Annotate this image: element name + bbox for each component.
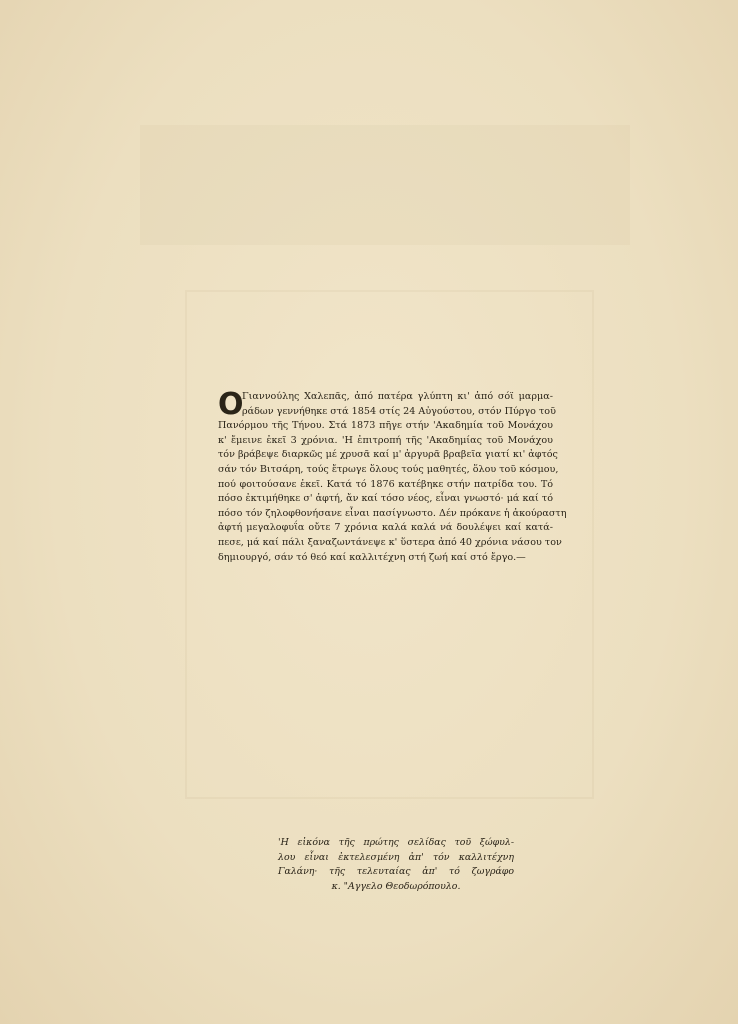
text-line: πεσε, μά καί πάλι ξαναζωντάνεψε κ' ὕστερα ἀπό 40 χρόνια νάσου τον [218, 536, 562, 548]
caption-line: 'Η εἰκόνα τῆς πρώτης σελίδας τοῦ ξώφυλ- [278, 837, 514, 848]
text-line: Πανόρμου τῆς Τήνου. Στά 1873 πῆγε στήν 'Ακαδημία τοῦ Μονάχου [218, 420, 553, 432]
bleed-through-title [140, 125, 630, 245]
text-line: πόσο ἐκτιμήθηκε σ' ἀφτή, ἄν καί τόσο νέος, εἶναι γνωστό· μά καί τό [218, 493, 553, 505]
text-line: πόσο τόν ζηλοφθονήσανε εἶναι πασίγνωστο. Δέν πρόκανε ἡ ἀκούραστη [218, 507, 567, 519]
caption-line: κ. "Αγγελο Θεοδωρόπουλο. [331, 880, 461, 892]
text-line: Γιαννούλης Χαλεπᾶς, ἀπό πατέρα γλύπτη κι' ἀπό σόϊ μαρμα- [242, 391, 553, 402]
text-line: ἀφτή μεγαλοφυΐα οὔτε 7 χρόνια καλά καλά νά δουλέψει καί κατά- [218, 522, 553, 534]
text-line: τόν βράβεψε διαρκῶς μέ χρυσᾶ καί μ' ἀργυρᾶ βραβεῖα γιατί κι' ἀφτός [218, 449, 558, 461]
article-paragraph [218, 387, 567, 565]
caption-line: Γαλάνη· τῆς τελευταίας ἀπ' τό ζωγράφο [278, 866, 514, 878]
drop-cap: O [218, 387, 244, 422]
text-line: σάν τόν Βιτσάρη, τούς ἔτρωγε ὅλους τούς μαθητές, ὅλου τοῦ κόσμου, [218, 463, 559, 475]
caption-line: λου εἶναι ἐκτελεσμένη ἀπ' τόν καλλιτέχνη [278, 851, 514, 863]
text-line: κ' ἔμεινε ἐκεῖ 3 χρόνια. 'Η ἐπιτροπή τῆς 'Ακαδημίας τοῦ Μονάχου [218, 434, 553, 446]
text-line: πού φοιτούσανε ἐκεῖ. Κατά τό 1876 κατέβηκε στήν πατρίδα του. Τό [218, 478, 553, 490]
text-line: ράδων γεννήθηκε στά 1854 στίς 24 Αὐγούστου, στόν Πύργο τοῦ [242, 405, 556, 417]
text-line: δημιουργό, σάν τό θεό καί καλλιτέχνη στή ζωή καί στό ἔργο.— [218, 551, 526, 563]
image-credit-caption [278, 836, 514, 894]
